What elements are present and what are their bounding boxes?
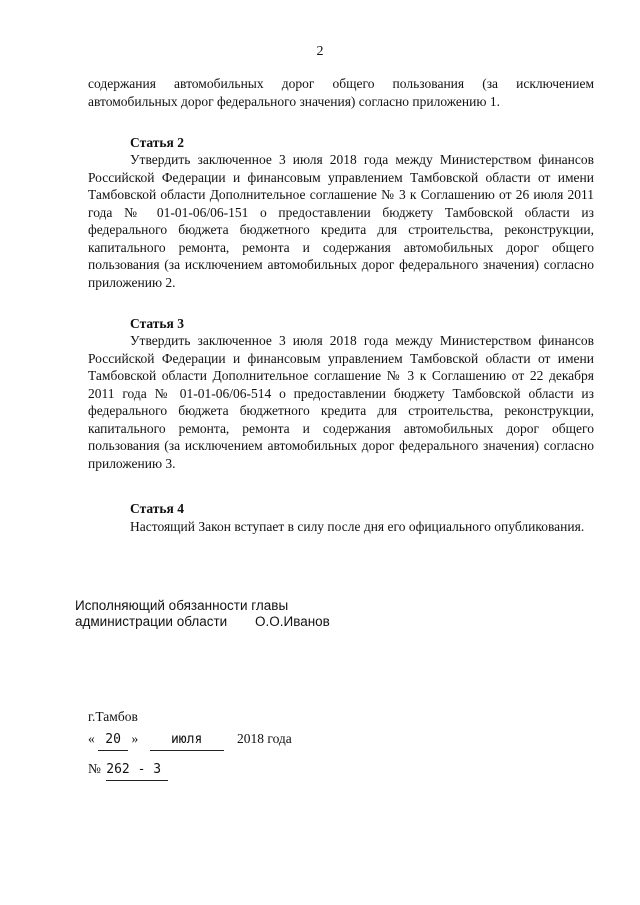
signatory-title-line2: администрации области	[75, 614, 228, 629]
article-4-body	[88, 518, 594, 536]
article-4-heading: Статья 4	[130, 501, 184, 516]
signatory-name: О.О.Иванов	[254, 614, 330, 629]
paragraph: Настоящий Закон вступает в силу после дня его официального опубликования.	[130, 519, 585, 534]
article-2-body	[88, 151, 594, 291]
date-month: июля	[170, 732, 203, 747]
law-number: 262 - З	[106, 762, 162, 777]
article-3-body	[88, 332, 594, 472]
signature-block	[75, 598, 330, 630]
date-day: 20	[105, 732, 121, 747]
paragraph: Утвердить заключенное 3 июля 2018 года между Министерством финансов Российской Федерации и финансовым управлением Тамбовской области от имени Тамбовской области Дополнительное соглашение № 3 к Соглашению от 22 декабря 2011 года № 01-01-06/06-514 о предоставлении бюджету Тамбовской области из федерального бюджета бюджетного кредита для строительства, реконструкции, капитального ремонта, ремонта и содержания автомобильных дорог общего пользования (за исключением автомобильных дорог федерального значения) согласно приложению 3.	[88, 333, 594, 471]
paragraph: Утвердить заключенное 3 июля 2018 года между Министерством финансов Российской Федерации и финансовым управлением Тамбовской области от имени Тамбовской области Дополнительное соглашение № 3 к Соглашению от 26 июля 2011 года № 01-01-06/06-151 о предоставлении бюджету Тамбовской области из федерального бюджета бюджетного кредита для строительства, реконструкции, капитального ремонта, ремонта и содержания автомобильных дорог общего пользования (за исключением автомобильных дорог федерального значения) согласно приложению 2.	[88, 152, 594, 290]
quote-close: »	[131, 731, 139, 746]
paragraph: содержания автомобильных дорог общего пользования (за исключением автомобильных дорог федерального значения) согласно приложению 1.	[88, 76, 594, 109]
city: г.Тамбов	[88, 709, 138, 724]
date-year: 2018 года	[237, 731, 292, 746]
signatory-title-line1: Исполняющий обязанности главы	[75, 598, 289, 613]
quote-open: «	[88, 731, 95, 746]
article-3-heading: Статья 3	[130, 316, 184, 331]
footer-block	[88, 707, 292, 781]
intro-continuation	[88, 75, 594, 110]
page-number: 2	[316, 44, 324, 59]
number-label: №	[88, 761, 101, 776]
article-2-heading: Статья 2	[130, 135, 184, 150]
